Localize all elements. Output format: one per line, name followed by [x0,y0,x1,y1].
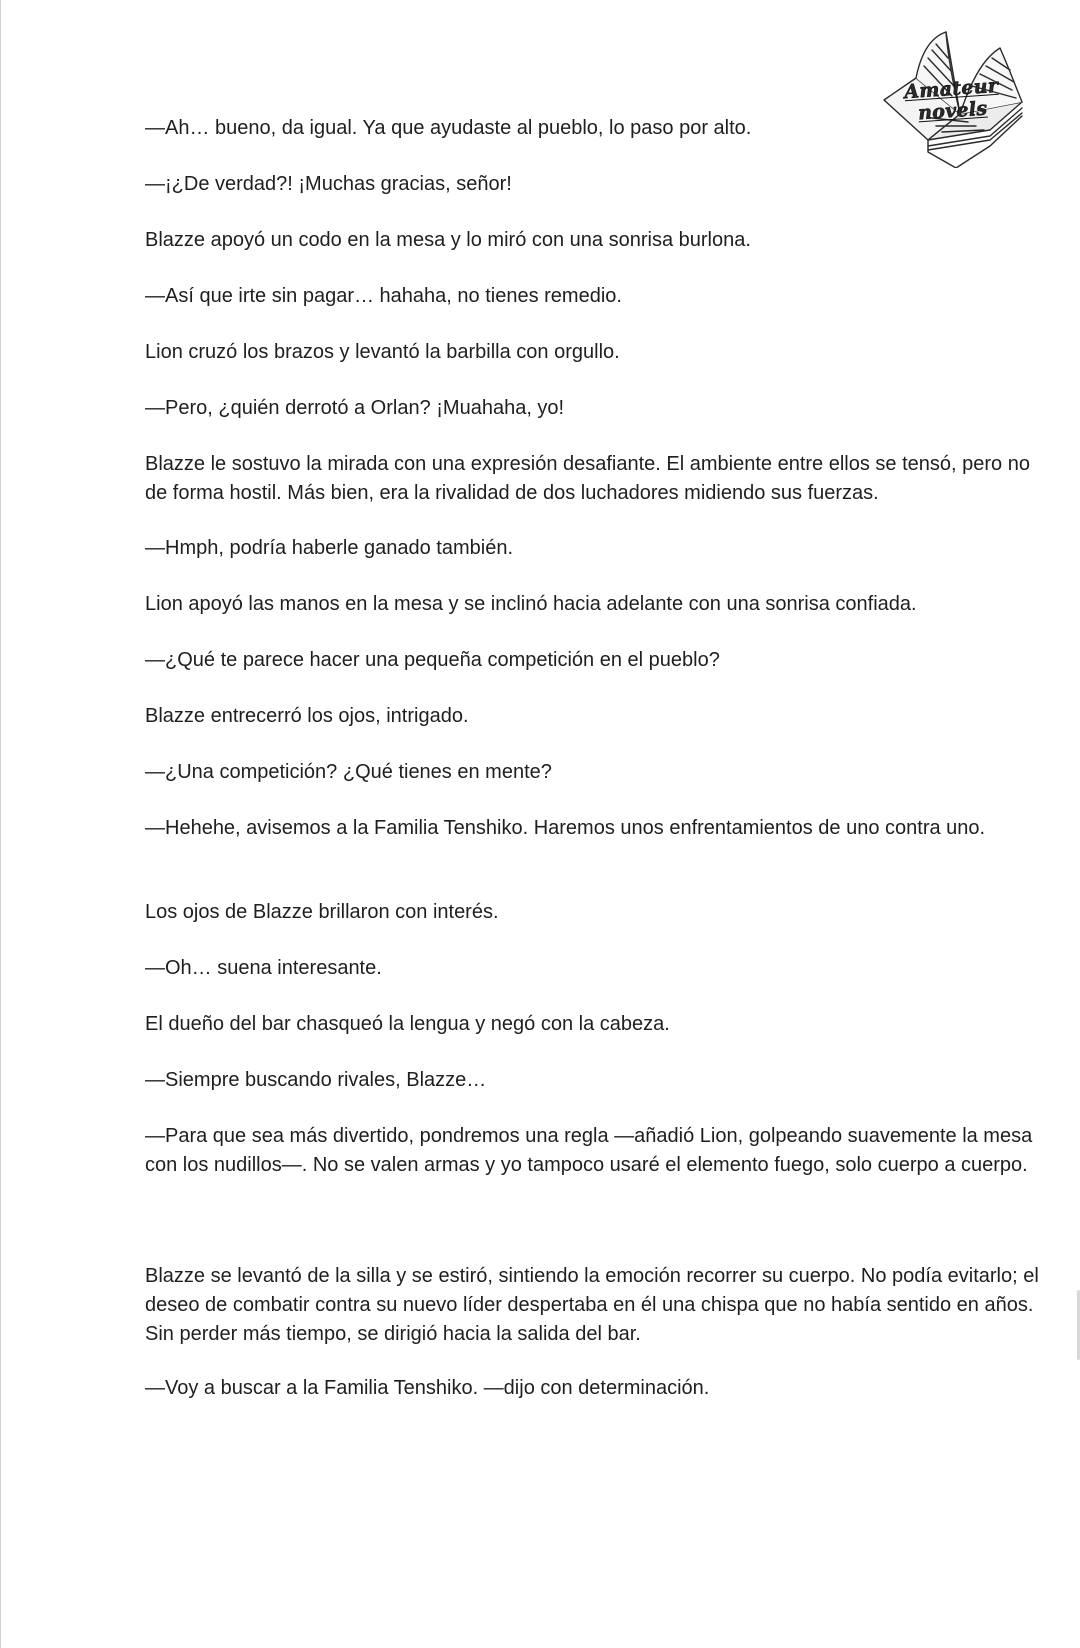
logo-text: Amateur novels [903,74,999,125]
paragraph: —Hmph, podría haberle ganado también. [145,537,514,559]
paragraph: —¡¿De verdad?! ¡Muchas gracias, señor! [145,173,512,195]
paragraph: —Hehehe, avisemos a la Familia Tenshiko. Haremos unos enfrentamientos de uno contra uno. [145,817,986,839]
page-edge [0,0,1,1648]
paragraph: Blazze se levantó de la silla y se estiró, sintiendo la emoción recorrer su cuerpo. No podía evitarlo; el deseo de combatir contra su nuevo líder despertaba en él una chispa que no había sentido en años. Sin perder más tiempo, se dirigió hacia la salida del bar. [145,1265,1039,1345]
paragraph: —Oh… suena interesante. [145,957,382,979]
paragraph: —Para que sea más divertido, pondremos una regla —añadió Lion, golpeando suavemente la mesa con los nudillos—. No se valen armas y yo tampoco usaré el elemento fuego, solo cuerpo a cuerpo. [145,1125,1033,1176]
paragraph: —Voy a buscar a la Familia Tenshiko. —dijo con determinación. [145,1377,710,1399]
amateur-novels-logo [872,18,1032,168]
paragraph: —¿Una competición? ¿Qué tienes en mente? [145,761,552,783]
paragraph: —Pero, ¿quién derrotó a Orlan? ¡Muahaha, yo! [145,397,565,419]
paragraph: Lion cruzó los brazos y levantó la barbilla con orgullo. [145,341,620,363]
paragraph: Lion apoyó las manos en la mesa y se inclinó hacia adelante con una sonrisa confiada. [145,593,917,615]
paragraph: Los ojos de Blazze brillaron con interés. [145,901,499,923]
paragraph: Blazze entrecerró los ojos, intrigado. [145,705,469,727]
paragraph: —Ah… bueno, da igual. Ya que ayudaste al pueblo, lo paso por alto. [145,117,752,139]
paragraph: Blazze le sostuvo la mirada con una expresión desafiante. El ambiente entre ellos se tensó, pero no de forma hostil. Más bien, era la rivalidad de dos luchadores midiendo sus fuerzas. [145,453,1030,504]
paragraph: —Siempre buscando rivales, Blazze… [145,1069,487,1091]
paragraph: —Así que irte sin pagar… hahaha, no tienes remedio. [145,285,622,307]
paragraph: Blazze apoyó un codo en la mesa y lo miró con una sonrisa burlona. [145,229,751,251]
paragraph: —¿Qué te parece hacer una pequeña competición en el pueblo? [145,649,720,671]
paragraph: El dueño del bar chasqueó la lengua y negó con la cabeza. [145,1013,670,1035]
